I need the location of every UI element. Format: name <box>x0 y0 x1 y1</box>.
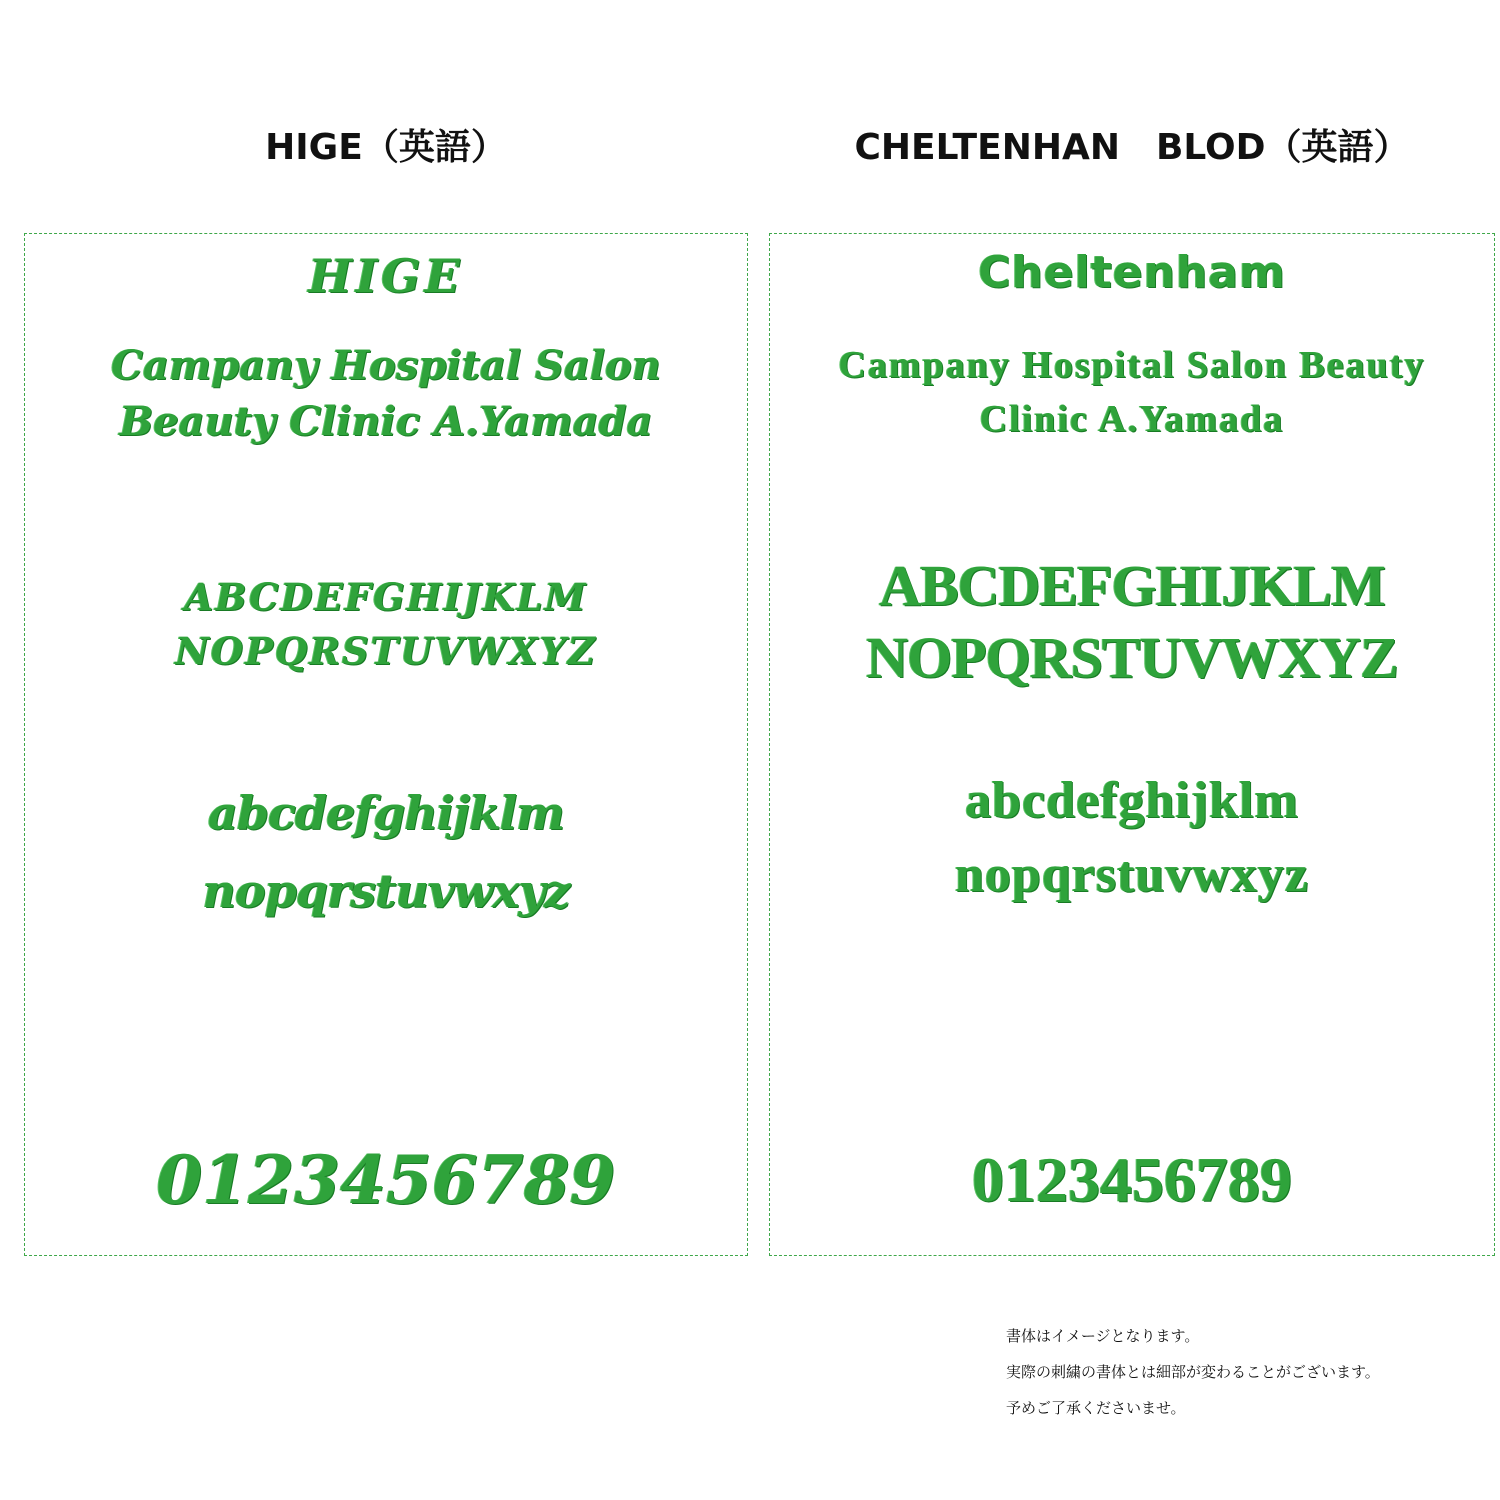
disclaimer-notes <box>1006 1318 1486 1426</box>
disclaimer-line: 予めご了承くださいませ。 <box>1006 1399 1186 1417</box>
disclaimer-line: 書体はイメージとなります。 <box>1006 1327 1200 1345</box>
left-font-heading: HIGE（英語） <box>265 127 507 168</box>
cheltenham-sample-words: Campany Hospital Salon Beauty Clinic A.Yamada <box>838 344 1426 440</box>
hige-sample-words: Campany Hospital Salon Beauty Clinic A.Yamada <box>111 342 661 445</box>
cheltenham-sample-digits: 0123456789 <box>972 1144 1292 1215</box>
hige-sample-title: HIGE <box>308 249 464 303</box>
disclaimer-line: 実際の刺繍の書体とは細部が変わることがございます。 <box>1006 1363 1380 1381</box>
right-font-heading: CHELTENHAN BLOD（英語） <box>854 127 1410 168</box>
cheltenham-sample-uppercase: ABCDEFGHIJKLM NOPQRSTUVWXYZ <box>866 553 1398 690</box>
hige-sample-uppercase: ABCDEFGHIJKLM NOPQRSTUVWXYZ <box>175 575 597 673</box>
cheltenham-sample-lowercase: abcdefghijklm nopqrstuvwxyz <box>955 772 1309 903</box>
cheltenham-sample-panel <box>769 233 1495 1256</box>
hige-sample-lowercase: abcdefghijklm nopqrstuvwxyz <box>202 786 570 918</box>
hige-sample-panel <box>24 233 748 1256</box>
hige-sample-digits: 0123456789 <box>156 1141 616 1219</box>
cheltenham-sample-title: Cheltenham <box>978 247 1286 298</box>
